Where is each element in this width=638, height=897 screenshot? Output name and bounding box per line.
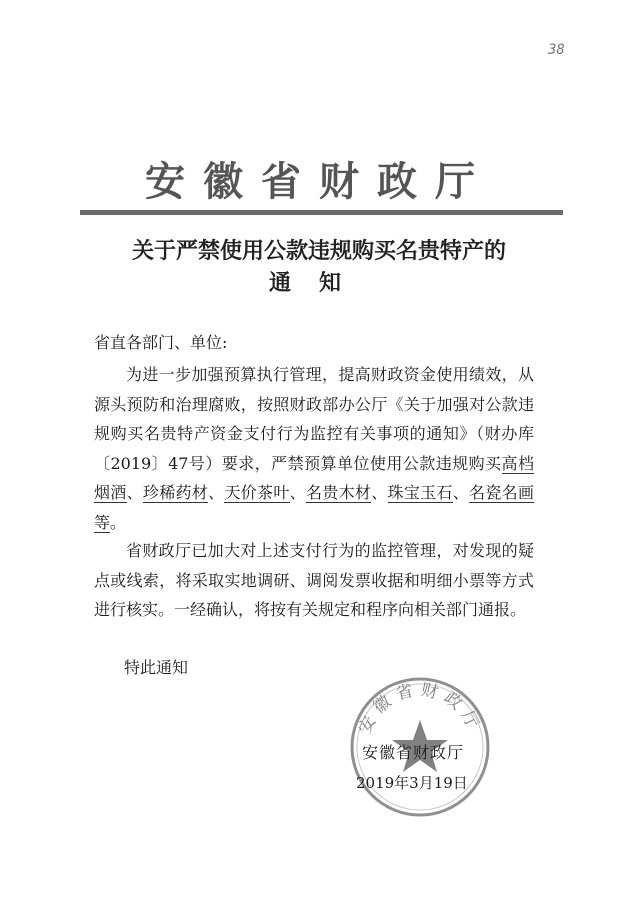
closing-phrase: 特此通知 xyxy=(124,658,189,677)
paragraph-1-text: 为进一步加强预算执行管理，提高财政资金使用绩效，从源头预防和治理腐败，按照财政部办公厅《关于加强对公款违规购买名贵特产资金支付行为监控有关事项的通知》（财办库〔2019〕47号）要求，严禁预算单位使用公款违规购买 xyxy=(94,365,534,473)
separator: 、 xyxy=(289,483,306,502)
addressee: 省直各部门、单位: xyxy=(94,333,228,352)
separator: 、 xyxy=(208,483,225,502)
body-paragraph-2: 省财政厅已加大对上述支付行为的监控管理，对发现的疑点或线索，将采取实地调研、调阅发票收据和明细小票等方式进行核实。一经确认，将按有关规定和程序向相关部门通报。 xyxy=(94,541,534,619)
issue-date: 2019年3月19日 xyxy=(356,774,468,792)
svg-text:安徽省财政厅: 安徽省财政厅 xyxy=(354,679,486,738)
underlined-item-expensive-tea: 天价茶叶 xyxy=(224,483,290,502)
issuing-org-header: 安徽省财政厅 xyxy=(145,158,493,205)
separator: 、 xyxy=(452,483,470,502)
underlined-item-porcelain-paintings: 名瓷名画等 xyxy=(94,483,534,532)
margin-page-note: 38 xyxy=(548,42,565,58)
paragraph-1-end: 。 xyxy=(110,512,127,532)
underlined-item-rare-medicine: 珍稀药材 xyxy=(142,483,209,502)
document-title-line2: 通知 xyxy=(268,270,369,296)
issuer-signature: 安徽省财政厅 xyxy=(362,743,465,762)
separator: 、 xyxy=(126,483,143,502)
body-paragraph-1 xyxy=(94,360,534,537)
separator: 、 xyxy=(371,483,388,502)
document-title-line1: 关于严禁使用公款违规购买名贵特产的 xyxy=(131,238,506,264)
header-divider xyxy=(80,210,563,215)
underlined-item-precious-wood: 名贵木材 xyxy=(305,483,372,502)
underlined-item-jewelry-jade: 珠宝玉石 xyxy=(387,483,453,502)
underlined-item-cigarettes-liquor: 高档烟酒 xyxy=(94,453,534,502)
